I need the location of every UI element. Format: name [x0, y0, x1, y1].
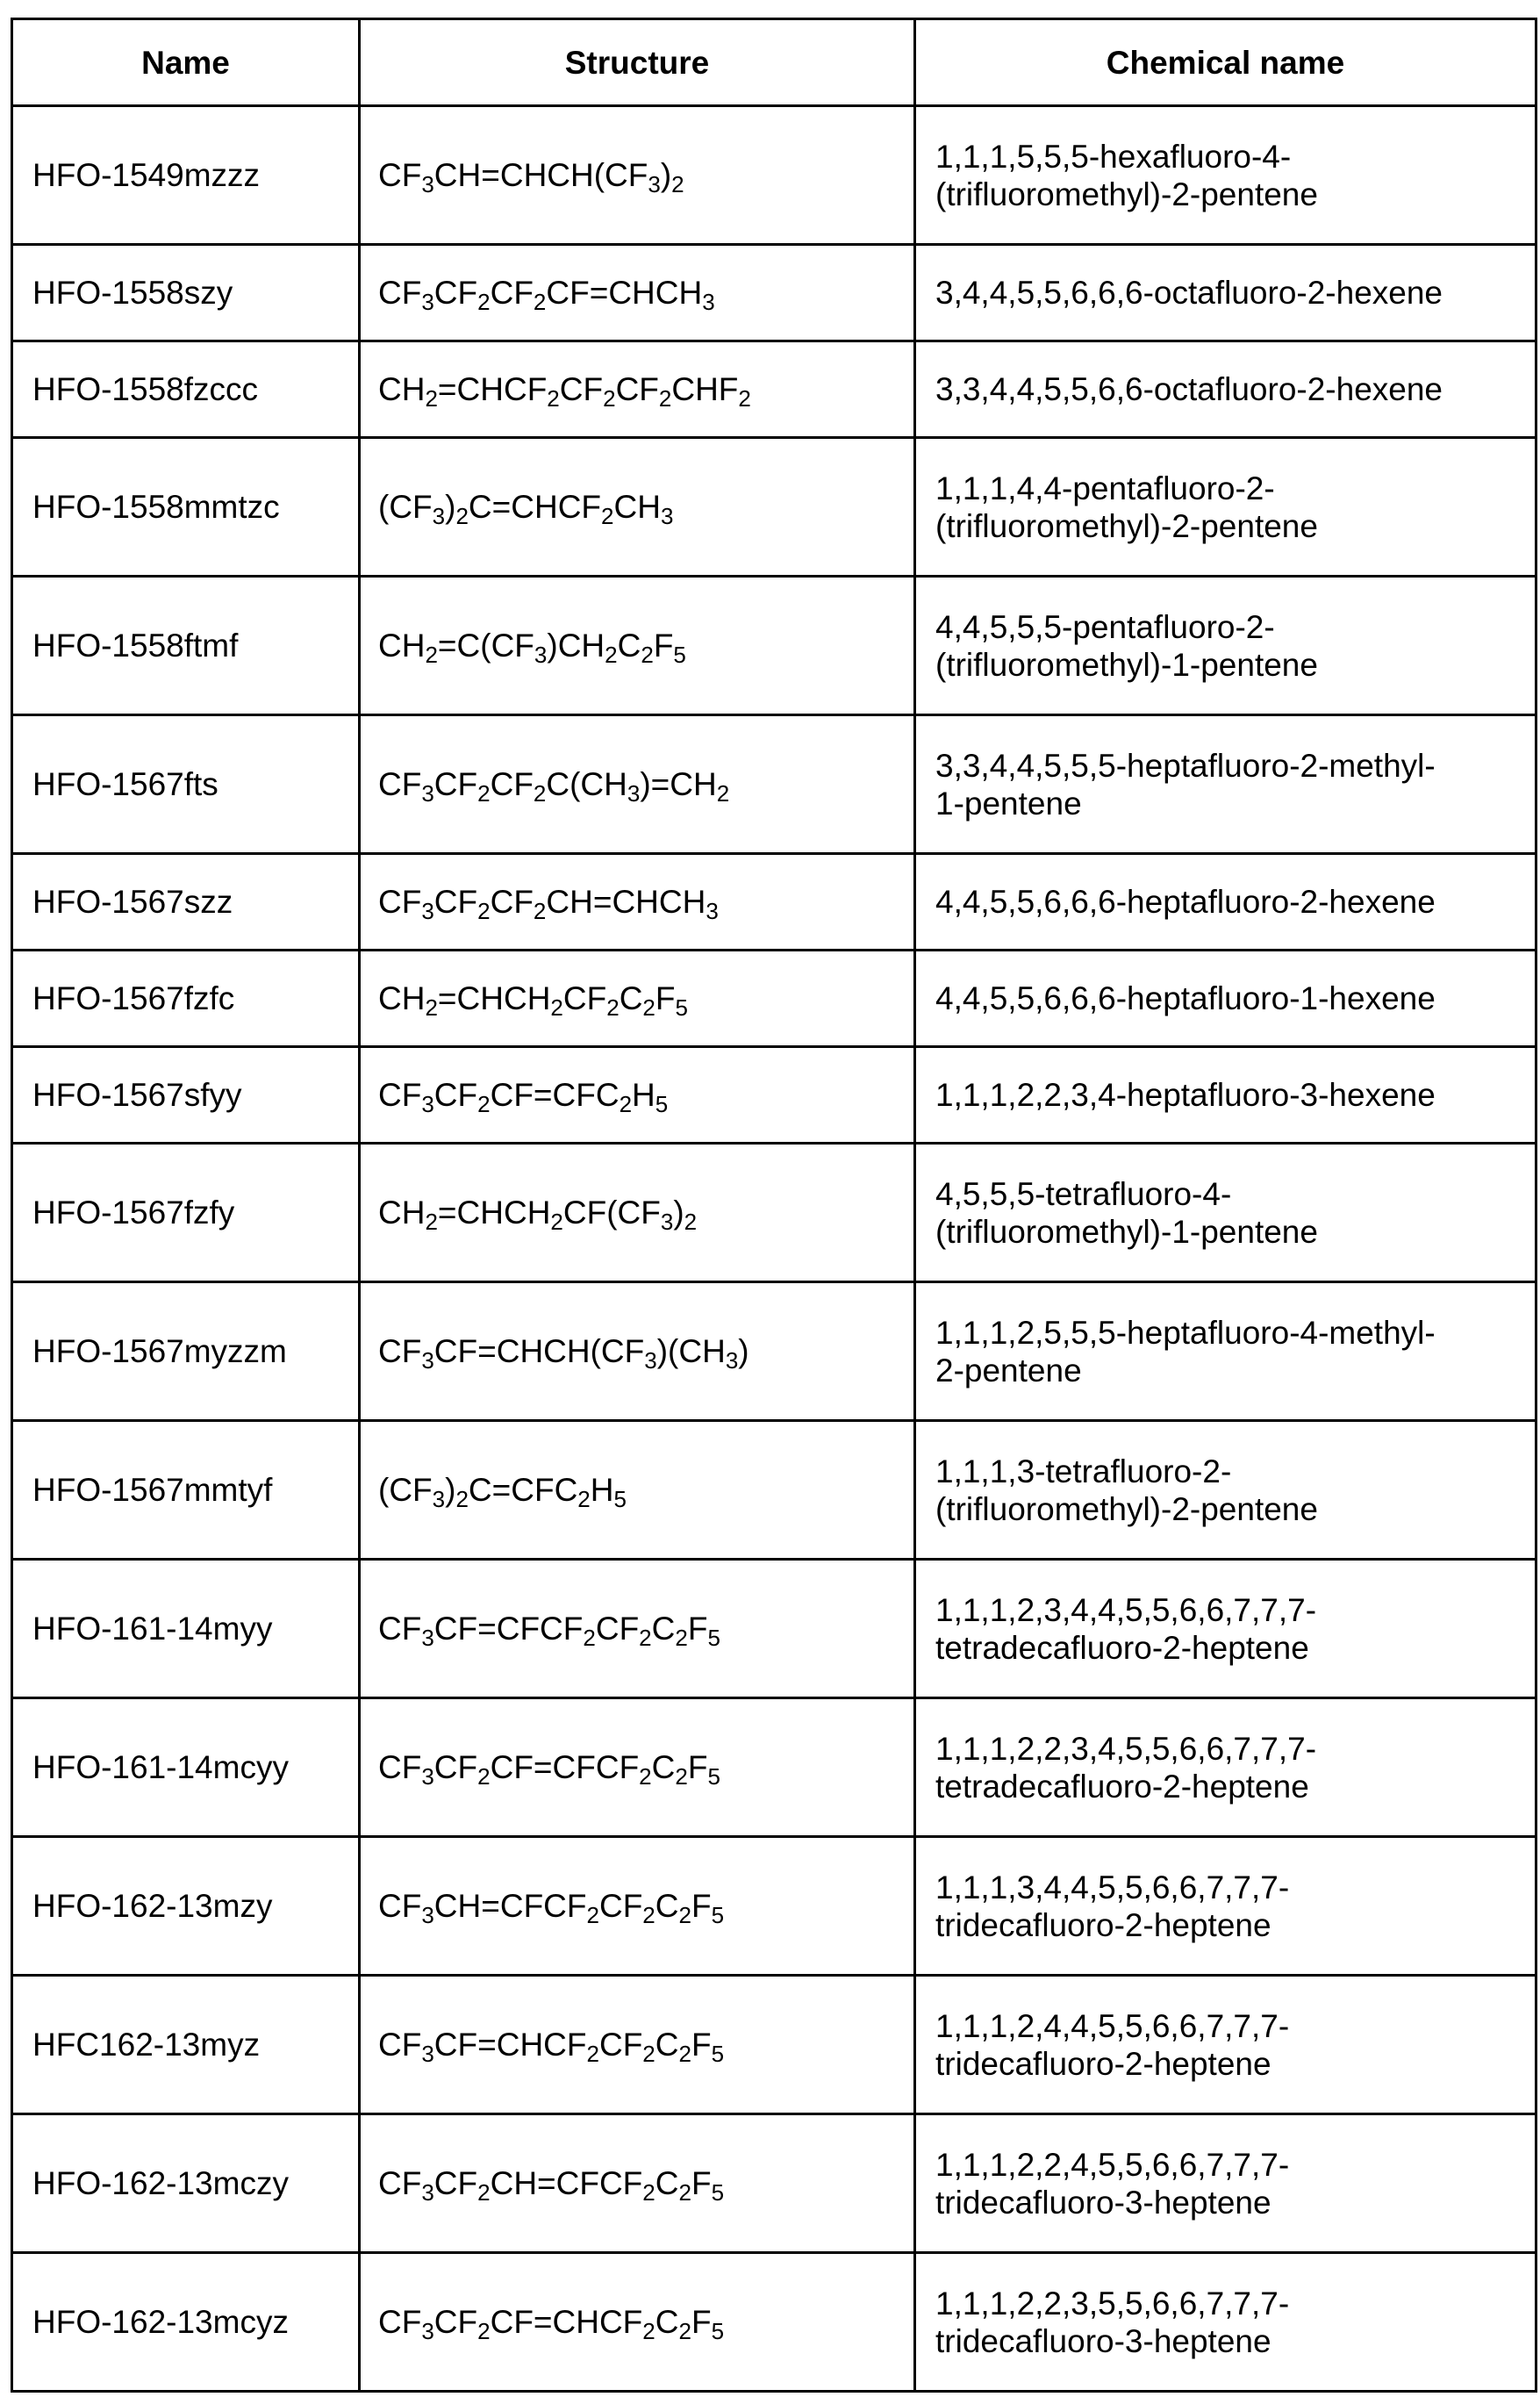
chemical-name-line: 1,1,1,2,2,3,4-heptafluoro-3-hexene	[935, 1076, 1535, 1114]
formula-subscript: 2	[477, 1763, 490, 1790]
formula-text: C=CFC	[469, 1472, 577, 1508]
formula-text: =C(CF	[438, 628, 534, 664]
formula-text: C	[655, 2304, 679, 2340]
compound-name-cell: HFO-161-14mcyy	[12, 1698, 360, 1837]
formula-text: CF	[599, 2027, 642, 2063]
compound-name-cell: HFO-1558ftmf	[12, 577, 360, 715]
chemical-name-cell	[915, 1837, 1536, 1976]
structure-cell	[360, 854, 915, 951]
compound-name-cell: HFO-162-13mcyz	[12, 2253, 360, 2392]
formula-subscript: 3	[534, 642, 547, 668]
compound-name-cell: HFC162-13myz	[12, 1976, 360, 2114]
compound-name-cell: HFO-161-14myy	[12, 1560, 360, 1698]
formula-subscript: 3	[726, 1347, 738, 1374]
compound-name-cell: HFO-1558mmtzc	[12, 438, 360, 577]
formula-text: )	[445, 489, 455, 525]
formula-text: )(CH	[657, 1333, 726, 1369]
chemical-name-cell	[915, 1144, 1536, 1282]
chemical-name-cell	[915, 2114, 1536, 2253]
formula-text: H	[591, 1472, 614, 1508]
formula-text: F	[655, 980, 676, 1016]
formula-subscript: 2	[679, 1902, 691, 1928]
chemical-name-cell	[915, 1976, 1536, 2114]
structure-cell	[360, 438, 915, 577]
table-row	[12, 245, 1536, 341]
chemical-name-line: (trifluoromethyl)-1-pentene	[935, 646, 1535, 684]
formula-text: CF	[596, 1611, 639, 1647]
formula-text: CF	[434, 2304, 477, 2340]
formula-subscript: 5	[712, 1902, 724, 1928]
formula-subscript: 3	[421, 2318, 433, 2344]
table-row	[12, 1976, 1536, 2114]
structure-cell	[360, 1282, 915, 1421]
table-row	[12, 951, 1536, 1047]
table-row	[12, 1047, 1536, 1144]
formula-subscript: 3	[421, 898, 433, 924]
chemical-name-line: 1,1,1,4,4-pentafluoro-2-	[935, 470, 1535, 507]
formula-text: C	[655, 2027, 679, 2063]
chemical-name-line: (trifluoromethyl)-1-pentene	[935, 1213, 1535, 1251]
formula-subscript: 3	[433, 503, 445, 529]
formula-text: =CHCF	[438, 371, 547, 407]
chemical-name-cell	[915, 577, 1536, 715]
structure-cell	[360, 951, 915, 1047]
formula-subscript: 2	[606, 994, 619, 1021]
structure-cell	[360, 341, 915, 438]
formula-subscript: 2	[639, 1763, 651, 1790]
chemical-name-cell	[915, 1698, 1536, 1837]
formula-subscript: 2	[679, 2179, 691, 2206]
chemical-name-line: tridecafluoro-2-heptene	[935, 2045, 1535, 2083]
formula-text: CH	[613, 489, 660, 525]
chemical-name-line: 3,3,4,4,5,5,6,6-octafluoro-2-hexene	[935, 370, 1535, 408]
formula-subscript: 2	[684, 1209, 697, 1235]
formula-text: CH	[378, 371, 425, 407]
formula-subscript: 2	[577, 1486, 590, 1512]
formula-text: CF	[560, 371, 603, 407]
formula-subscript: 3	[421, 780, 433, 807]
formula-text: CH	[378, 1195, 425, 1231]
compound-name-cell: HFO-1567fzfy	[12, 1144, 360, 1282]
formula-subscript: 5	[707, 1625, 720, 1651]
table-row	[12, 438, 1536, 577]
formula-text: CF	[491, 766, 534, 802]
formula-text: )	[673, 1195, 684, 1231]
chemical-name-cell	[915, 1282, 1536, 1421]
table-row	[12, 854, 1536, 951]
chemical-name-line: 1,1,1,3,4,4,5,5,6,6,7,7,7-	[935, 1869, 1535, 1906]
compound-name-cell: HFO-1558szy	[12, 245, 360, 341]
compound-name-cell: HFO-1567sfyy	[12, 1047, 360, 1144]
formula-text: F	[691, 2165, 712, 2201]
formula-subscript: 2	[675, 1625, 687, 1651]
formula-text: )	[738, 1333, 749, 1369]
formula-text: )=CH	[640, 766, 716, 802]
formula-subscript: 2	[605, 642, 617, 668]
chemical-name-cell	[915, 2253, 1536, 2392]
formula-subscript: 3	[661, 503, 673, 529]
formula-text: CF	[378, 1888, 421, 1924]
header-structure: Structure	[360, 19, 915, 106]
formula-subscript: 2	[659, 385, 671, 412]
formula-subscript: 2	[547, 385, 559, 412]
chemical-name-line: 1,1,1,2,2,3,5,5,6,6,7,7,7-	[935, 2285, 1535, 2322]
formula-subscript: 5	[712, 2041, 724, 2067]
formula-subscript: 3	[421, 1347, 433, 1374]
chemical-name-line: tridecafluoro-2-heptene	[935, 1906, 1535, 1944]
chemical-name-cell	[915, 1421, 1536, 1560]
formula-text: CF	[434, 275, 477, 311]
formula-text: CF	[434, 1077, 477, 1113]
formula-text: CF=CFC	[491, 1077, 620, 1113]
formula-subscript: 5	[712, 2318, 724, 2344]
formula-text: CF	[378, 2304, 421, 2340]
formula-subscript: 2	[601, 503, 613, 529]
table-row	[12, 1421, 1536, 1560]
formula-text: F	[691, 2304, 712, 2340]
formula-text: CF	[378, 1333, 421, 1369]
formula-text: CF=CHCH(CF	[434, 1333, 644, 1369]
formula-subscript: 2	[642, 2041, 655, 2067]
formula-text: CF	[378, 275, 421, 311]
formula-text: CF	[563, 980, 606, 1016]
formula-text: CH=CHCH	[546, 884, 706, 920]
chemical-name-cell	[915, 341, 1536, 438]
chemical-name-cell	[915, 106, 1536, 245]
formula-text: )	[661, 157, 671, 193]
compound-name-cell: HFO-162-13mczy	[12, 2114, 360, 2253]
formula-subscript: 3	[421, 1625, 433, 1651]
chemical-name-line: 4,4,5,5,5-pentafluoro-2-	[935, 608, 1535, 646]
chemical-name-cell	[915, 951, 1536, 1047]
chemical-name-line: 4,4,5,5,6,6,6-heptafluoro-2-hexene	[935, 883, 1535, 921]
formula-text: H	[632, 1077, 655, 1113]
compound-table	[11, 18, 1537, 2393]
chemical-name-line: 1,1,1,3-tetrafluoro-2-	[935, 1453, 1535, 1490]
formula-text: C=CHCF	[469, 489, 601, 525]
formula-subscript: 3	[648, 171, 660, 197]
formula-text: CF	[434, 2165, 477, 2201]
formula-text: CF=CFCF	[491, 1749, 640, 1785]
formula-text: CF	[599, 1888, 642, 1924]
structure-cell	[360, 245, 915, 341]
formula-text: CH=CFCF	[491, 2165, 643, 2201]
formula-text: CF	[616, 371, 659, 407]
formula-subscript: 3	[644, 1347, 656, 1374]
chemical-name-line: 1,1,1,2,4,4,5,5,6,6,7,7,7-	[935, 2007, 1535, 2045]
compound-name-cell: HFO-1549mzzz	[12, 106, 360, 245]
table-row	[12, 1560, 1536, 1698]
structure-cell	[360, 577, 915, 715]
formula-text: CH	[378, 628, 425, 664]
chemical-name-line: 1,1,1,2,2,4,5,5,6,6,7,7,7-	[935, 2146, 1535, 2184]
formula-text: CF	[491, 884, 534, 920]
formula-text: )CH	[547, 628, 605, 664]
chemical-name-line: 1,1,1,5,5,5-hexafluoro-4-	[935, 138, 1535, 176]
formula-subscript: 2	[455, 503, 468, 529]
table-row	[12, 715, 1536, 854]
structure-cell	[360, 2253, 915, 2392]
chemical-name-line: (trifluoromethyl)-2-pentene	[935, 176, 1535, 213]
formula-subscript: 5	[707, 1763, 720, 1790]
formula-text: C	[618, 628, 641, 664]
chemical-name-line: (trifluoromethyl)-2-pentene	[935, 507, 1535, 545]
chemical-name-line: 4,5,5,5-tetrafluoro-4-	[935, 1175, 1535, 1213]
formula-subscript: 2	[477, 2318, 490, 2344]
structure-cell	[360, 1144, 915, 1282]
structure-cell	[360, 1421, 915, 1560]
formula-text: F	[691, 2027, 712, 2063]
formula-text: CF	[378, 157, 421, 193]
formula-text: C	[652, 1611, 676, 1647]
formula-text: CF	[491, 275, 534, 311]
formula-subscript: 2	[534, 898, 546, 924]
formula-subscript: 3	[421, 1902, 433, 1928]
chemical-name-cell	[915, 438, 1536, 577]
formula-text: CH=CHCH(CF	[434, 157, 648, 193]
formula-subscript: 5	[655, 1091, 668, 1117]
formula-text: CH=CFCF	[434, 1888, 587, 1924]
compound-name-cell: HFO-1567fts	[12, 715, 360, 854]
chemical-name-line: tetradecafluoro-2-heptene	[935, 1768, 1535, 1805]
formula-text: CF	[434, 884, 477, 920]
formula-subscript: 2	[639, 1625, 651, 1651]
header-row	[12, 19, 1536, 106]
formula-subscript: 3	[421, 289, 433, 315]
structure-cell	[360, 1976, 915, 2114]
formula-text: C(CH	[546, 766, 627, 802]
table-row	[12, 1282, 1536, 1421]
formula-subscript: 2	[425, 642, 437, 668]
chemical-name-cell	[915, 854, 1536, 951]
formula-subscript: 2	[620, 1091, 632, 1117]
formula-text: =CHCH	[438, 1195, 551, 1231]
formula-text: (CF	[378, 1472, 433, 1508]
formula-subscript: 2	[534, 780, 546, 807]
formula-text: CF	[434, 1749, 477, 1785]
formula-text: )	[445, 1472, 455, 1508]
formula-subscript: 2	[583, 1625, 595, 1651]
formula-subscript: 2	[477, 780, 490, 807]
formula-subscript: 2	[425, 1209, 437, 1235]
formula-subscript: 2	[671, 171, 684, 197]
structure-cell	[360, 2114, 915, 2253]
formula-text: CF	[434, 766, 477, 802]
chemical-name-line: tridecafluoro-3-heptene	[935, 2322, 1535, 2360]
chemical-name-line: 1,1,1,2,5,5,5-heptafluoro-4-methyl-	[935, 1314, 1535, 1352]
formula-subscript: 2	[679, 2041, 691, 2067]
formula-subscript: 2	[642, 1902, 655, 1928]
chemical-name-line: 4,4,5,5,6,6,6-heptafluoro-1-hexene	[935, 980, 1535, 1017]
formula-subscript: 2	[425, 994, 437, 1021]
table-row	[12, 106, 1536, 245]
structure-cell	[360, 1837, 915, 1976]
formula-text: CF	[378, 884, 421, 920]
formula-text: CF	[378, 1749, 421, 1785]
formula-text: F	[654, 628, 674, 664]
formula-subscript: 3	[421, 2041, 433, 2067]
formula-text: CH	[378, 980, 425, 1016]
formula-subscript: 3	[433, 1486, 445, 1512]
structure-cell	[360, 1047, 915, 1144]
formula-text: CF=CHCH	[546, 275, 702, 311]
structure-cell	[360, 106, 915, 245]
formula-text: F	[688, 1611, 708, 1647]
compound-name-cell: HFO-1567myzzm	[12, 1282, 360, 1421]
structure-cell	[360, 1698, 915, 1837]
formula-subscript: 5	[676, 994, 688, 1021]
formula-subscript: 3	[702, 289, 714, 315]
formula-subscript: 3	[421, 2179, 433, 2206]
formula-text: CF	[378, 2027, 421, 2063]
formula-text: CF	[378, 766, 421, 802]
chemical-name-line: 1,1,1,2,3,4,4,5,5,6,6,7,7,7-	[935, 1591, 1535, 1629]
compound-name-cell: HFO-1567mmtyf	[12, 1421, 360, 1560]
header-chemical-name: Chemical name	[915, 19, 1536, 106]
formula-subscript: 3	[706, 898, 718, 924]
table-row	[12, 1698, 1536, 1837]
formula-subscript: 3	[661, 1209, 673, 1235]
formula-text: F	[691, 1888, 712, 1924]
formula-subscript: 2	[642, 994, 655, 1021]
chemical-name-line: 1-pentene	[935, 785, 1535, 822]
table-row	[12, 2114, 1536, 2253]
chemical-name-line: 1,1,1,2,2,3,4,5,5,6,6,7,7,7-	[935, 1730, 1535, 1768]
formula-text: CHF	[671, 371, 738, 407]
table-row	[12, 577, 1536, 715]
formula-subscript: 5	[712, 2179, 724, 2206]
formula-text: =CHCH	[438, 980, 551, 1016]
compound-name-cell: HFO-1567fzfc	[12, 951, 360, 1047]
formula-subscript: 2	[550, 994, 562, 1021]
formula-subscript: 2	[477, 1091, 490, 1117]
formula-subscript: 5	[614, 1486, 627, 1512]
structure-cell	[360, 1560, 915, 1698]
chemical-name-cell	[915, 715, 1536, 854]
table-body	[12, 106, 1536, 2392]
formula-text: F	[688, 1749, 708, 1785]
formula-text: C	[620, 980, 643, 1016]
compound-name-cell: HFO-1567szz	[12, 854, 360, 951]
formula-text: CF=CHCF	[434, 2027, 587, 2063]
table-row	[12, 341, 1536, 438]
formula-text: C	[655, 2165, 679, 2201]
formula-subscript: 2	[675, 1763, 687, 1790]
formula-text: CF(CF	[563, 1195, 661, 1231]
formula-subscript: 3	[421, 1763, 433, 1790]
chemical-name-line: tridecafluoro-3-heptene	[935, 2184, 1535, 2221]
chemical-name-line: 3,4,4,5,5,6,6,6-octafluoro-2-hexene	[935, 274, 1535, 312]
formula-subscript: 2	[717, 780, 729, 807]
formula-text: (CF	[378, 489, 433, 525]
formula-subscript: 3	[421, 171, 433, 197]
formula-text: CF	[378, 1611, 421, 1647]
formula-subscript: 2	[477, 289, 490, 315]
compound-name-cell: HFO-162-13mzy	[12, 1837, 360, 1976]
formula-text: CF	[378, 2165, 421, 2201]
formula-text: C	[652, 1749, 676, 1785]
formula-subscript: 2	[455, 1486, 468, 1512]
header-name: Name	[12, 19, 360, 106]
table-row	[12, 1837, 1536, 1976]
table-row	[12, 1144, 1536, 1282]
compound-name-cell: HFO-1558fzccc	[12, 341, 360, 438]
chemical-name-cell	[915, 1560, 1536, 1698]
formula-subscript: 2	[587, 1902, 599, 1928]
formula-subscript: 2	[603, 385, 615, 412]
formula-text: CF=CFCF	[434, 1611, 584, 1647]
formula-subscript: 2	[641, 642, 653, 668]
formula-subscript: 3	[421, 1091, 433, 1117]
formula-text: C	[655, 1888, 679, 1924]
structure-cell	[360, 715, 915, 854]
formula-subscript: 2	[587, 2041, 599, 2067]
formula-text: CF	[378, 1077, 421, 1113]
formula-subscript: 2	[642, 2318, 655, 2344]
table-row	[12, 2253, 1536, 2392]
chemical-name-line: tetradecafluoro-2-heptene	[935, 1629, 1535, 1667]
formula-subscript: 3	[627, 780, 640, 807]
formula-subscript: 2	[477, 898, 490, 924]
formula-subscript: 2	[679, 2318, 691, 2344]
formula-subscript: 2	[425, 385, 437, 412]
formula-subscript: 2	[534, 289, 546, 315]
formula-text: CF=CHCF	[491, 2304, 643, 2340]
formula-subscript: 2	[642, 2179, 655, 2206]
chemical-name-cell	[915, 1047, 1536, 1144]
formula-subscript: 2	[738, 385, 750, 412]
formula-subscript: 2	[550, 1209, 562, 1235]
chemical-name-cell	[915, 245, 1536, 341]
formula-subscript: 5	[673, 642, 685, 668]
chemical-name-line: 2-pentene	[935, 1352, 1535, 1389]
formula-subscript: 2	[477, 2179, 490, 2206]
chemical-name-line: (trifluoromethyl)-2-pentene	[935, 1490, 1535, 1528]
chemical-name-line: 3,3,4,4,5,5,5-heptafluoro-2-methyl-	[935, 747, 1535, 785]
